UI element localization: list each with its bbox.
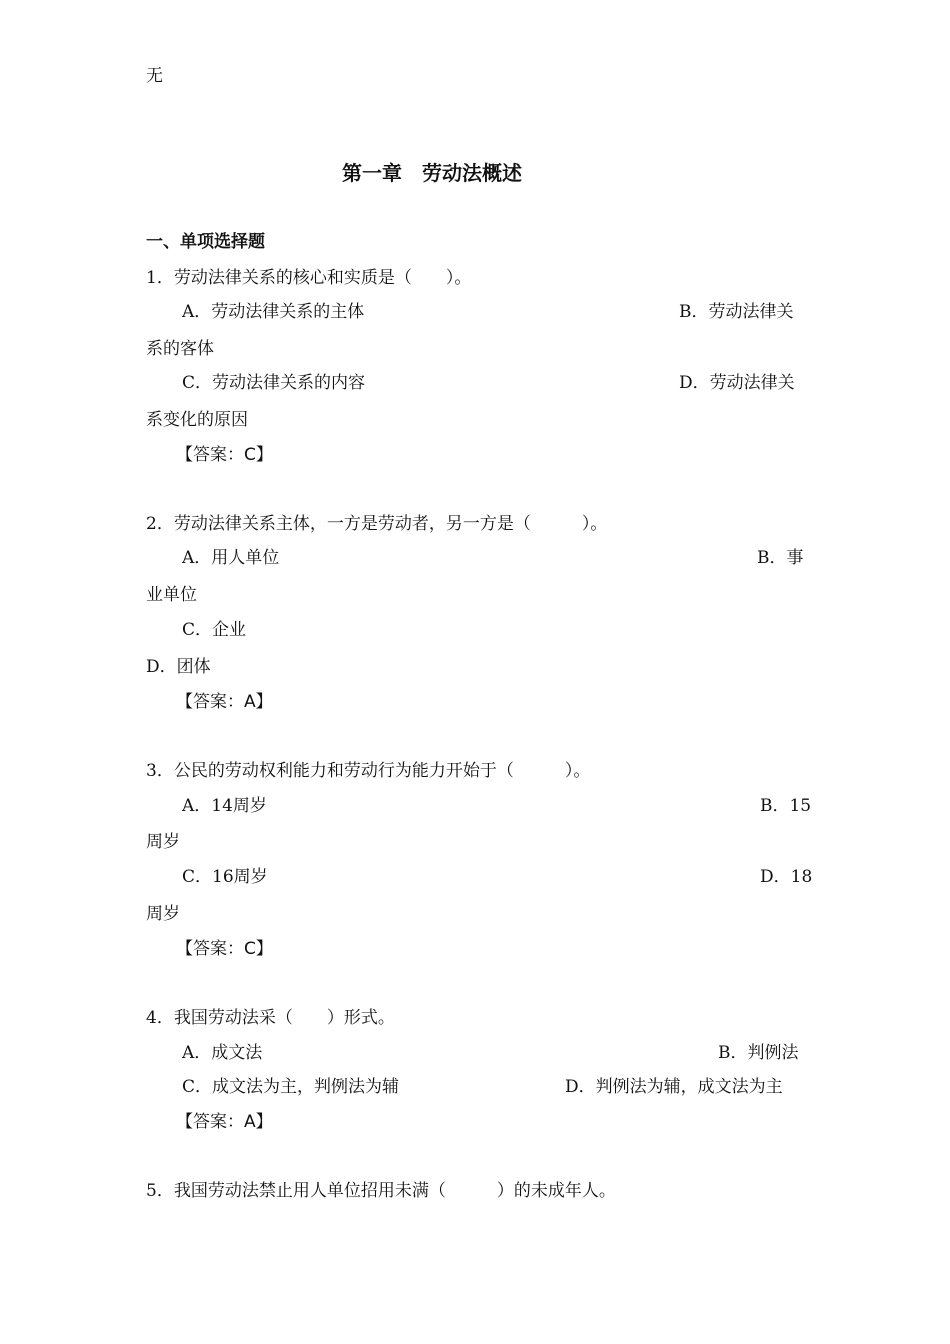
section-title: 一、单项选择题 <box>146 232 265 252</box>
question-3-answer: 【答案：C】 <box>176 939 273 959</box>
question-2-answer: 【答案：A】 <box>176 692 273 712</box>
question-5-stem: 5．我国劳动法禁止用人单位招用未满（ ）的未成年人。 <box>146 1181 616 1201</box>
question-2-option-b: B．事 <box>757 548 804 568</box>
chapter-title: 第一章 劳动法概述 <box>342 161 522 185</box>
question-1-option-d: D．劳动法律关 <box>679 373 795 393</box>
question-2-option-d: D．团体 <box>146 657 211 677</box>
question-3-option-d: D．18 <box>760 867 813 887</box>
question-3-option-a: A．14周岁 <box>182 796 267 816</box>
question-2-option-b-cont: 业单位 <box>146 585 197 605</box>
question-4-answer: 【答案：A】 <box>176 1112 273 1132</box>
question-2-stem: 2．劳动法律关系主体，一方是劳动者，另一方是（ ）。 <box>146 514 608 534</box>
question-3-option-d-cont: 周岁 <box>146 904 180 924</box>
question-4-option-b: B．判例法 <box>718 1043 799 1063</box>
question-4-option-d: D．判例法为辅，成文法为主 <box>565 1077 783 1097</box>
question-4-option-a: A．成文法 <box>182 1043 263 1063</box>
question-2-option-c: C．企业 <box>182 620 247 640</box>
question-3-stem: 3．公民的劳动权利能力和劳动行为能力开始于（ ）。 <box>146 761 591 781</box>
question-1-option-b-cont: 系的客体 <box>146 339 214 359</box>
question-2-option-a: A．用人单位 <box>182 548 280 568</box>
question-3-option-b: B．15 <box>760 796 812 816</box>
question-4-option-c: C．成文法为主，判例法为辅 <box>182 1077 400 1097</box>
question-1-answer: 【答案：C】 <box>176 445 273 465</box>
header-text: 无 <box>146 66 163 86</box>
question-3-option-c: C．16周岁 <box>182 867 268 887</box>
question-1-option-b: B．劳动法律关 <box>679 302 794 322</box>
question-3-option-b-cont: 周岁 <box>146 832 180 852</box>
question-1-option-d-cont: 系变化的原因 <box>146 410 248 430</box>
question-1-option-a: A．劳动法律关系的主体 <box>182 302 365 322</box>
question-1-option-c: C．劳动法律关系的内容 <box>182 373 366 393</box>
question-1-stem: 1．劳动法律关系的核心和实质是（ ）。 <box>146 268 472 288</box>
question-4-stem: 4．我国劳动法采（ ）形式。 <box>146 1008 395 1028</box>
